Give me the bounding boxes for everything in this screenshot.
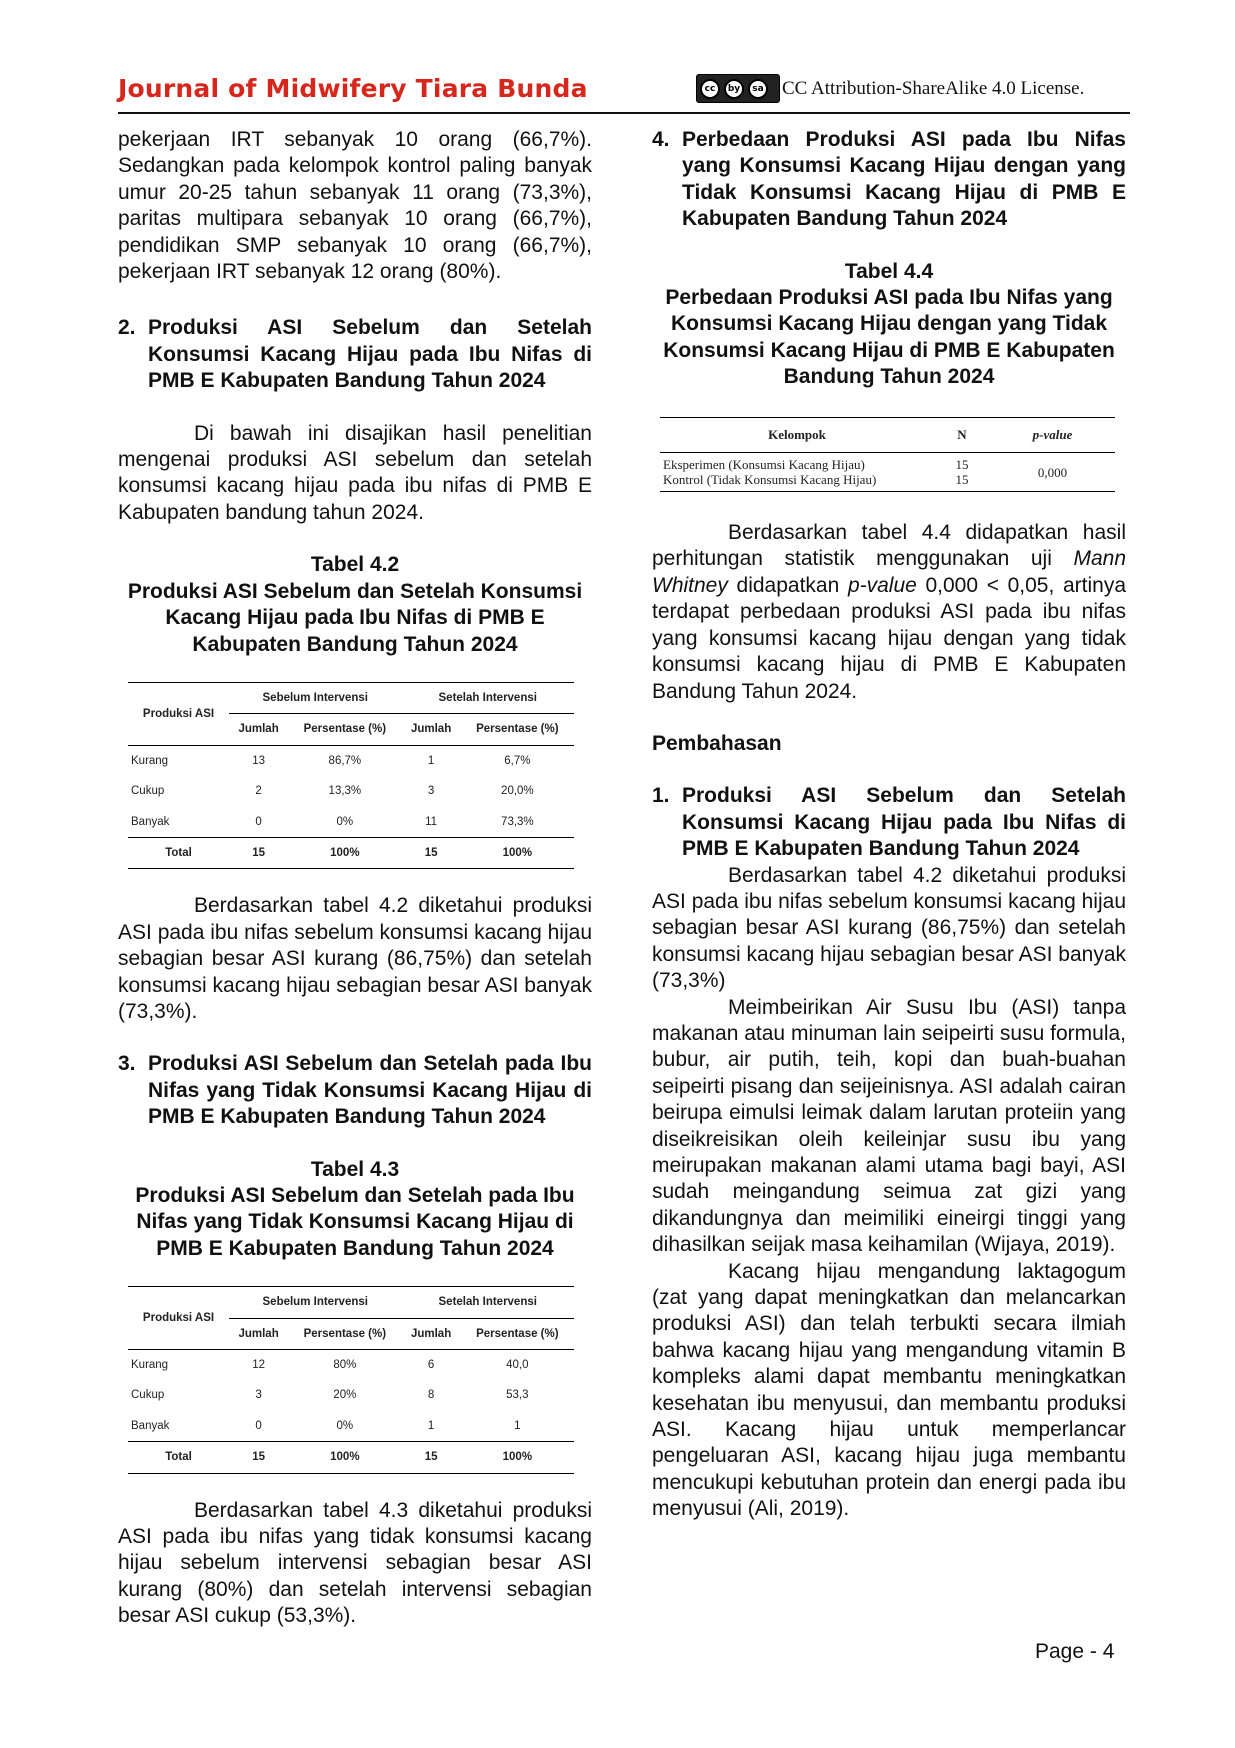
table-4-4-paragraph: Berdasarkan tabel 4.4 didapatkan hasil perhitungan statistik menggunakan uji Mann Whitney didapatkan p-value 0,000 < 0,05, artinya terdapat perbedaan produksi ASI pada ibu nifas yang konsumsi kacang hijau dengan yang tidak konsumsi kacang hijau di PMB E Kabupaten Bandung Tahun 2024. bbox=[652, 521, 1126, 703]
cell: 1 bbox=[427, 754, 435, 767]
cell: 100% bbox=[461, 837, 574, 868]
section-title: Produksi ASI Sebelum dan Setelah Konsumsi Kacang Hijau pada Ibu Nifas di PMB E Kabupaten Bandung Tahun 2024 bbox=[148, 316, 592, 393]
section-2-heading bbox=[118, 315, 592, 394]
table-row bbox=[128, 776, 574, 806]
cell: 13 bbox=[252, 754, 265, 767]
table-4-3-title: Produksi ASI Sebelum dan Setelah pada Ibu Nifas yang Tidak Konsumsi Kacang Hijau di PMB E Kabupaten Bandung Tahun 2024 bbox=[135, 1184, 575, 1260]
table-row bbox=[128, 745, 574, 776]
table-4-4-title: Perbedaan Produksi ASI pada Ibu Nifas yang Konsumsi Kacang Hijau dengan yang Tidak Konsumsi Kacang Hijau di PMB E Kabupaten Bandung Tahun 2024 bbox=[663, 286, 1115, 389]
section-number: 3. bbox=[118, 1052, 136, 1076]
sub-header: Persentase (%) bbox=[461, 1318, 574, 1349]
cell: 8 bbox=[427, 1389, 435, 1402]
page-number: Page - 4 bbox=[1035, 1640, 1115, 1663]
table-total-row bbox=[128, 837, 574, 868]
cell: 53,3 bbox=[506, 1389, 529, 1402]
left-column bbox=[118, 127, 592, 1630]
cell: 15 bbox=[401, 1442, 460, 1473]
table-4-3-paragraph: Berdasarkan tabel 4.3 diketahui produksi ASI pada ibu nifas yang tidak konsumsi kacang hijau sebelum intervensi sebagian besar ASI kurang (80%) dan setelah intervensi sebagian besar ASI cukup (53,3%). bbox=[118, 1498, 592, 1628]
table-4-2 bbox=[128, 682, 574, 869]
header-rule bbox=[118, 112, 1130, 114]
cell: 40,0 bbox=[506, 1359, 529, 1372]
by-icon: by bbox=[724, 79, 744, 99]
cell: 86,7% bbox=[328, 754, 362, 767]
table-4-2-paragraph: Berdasarkan tabel 4.2 diketahui produksi ASI pada ibu nifas sebelum konsumsi kacang hijau sebagian besar ASI kurang (86,75%) dan setelah konsumsi kacang hijau sebagian besar ASI banyak (73,3%). bbox=[118, 894, 592, 1023]
intro-paragraph: pekerjaan IRT sebanyak 10 orang (66,7%). Sedangkan pada kelompok kontrol paling banyak umur 20-25 tahun sebanyak 11 orang (73,3%), paritas multipara sebanyak 10 orang (66,7%), pendidikan SMP sebanyak 10 orang (66,7%), pekerjaan IRT sebanyak 12 orang (80%). bbox=[118, 128, 592, 284]
table-row bbox=[128, 1411, 574, 1442]
cell: 11 bbox=[425, 815, 438, 828]
cell: Cukup bbox=[131, 1389, 165, 1402]
discussion-paragraph-3: Kacang hijau mengandung laktagogum (zat yang dapat meningkatkan dan melancarkan produksi ASI) dan telah terbukti secara ilmiah bahwa kacang hijau yang mengandung vitamin B kompleks alami dapat membantu meningkatkan kesehatan ibu menyusui, dan membantu produksi ASI. Kacang hijau untuk memperlancar pengeluaran ASI, kacang hijau juga membantu mencukupi kebutuhan protein dan energi pada ibu menyusui (Ali, 2019). bbox=[652, 1259, 1126, 1521]
cell: Total bbox=[128, 837, 229, 868]
section-number: 2. bbox=[118, 316, 136, 340]
table-4-4-label: Tabel 4.4 bbox=[844, 259, 934, 283]
cell: Cukup bbox=[131, 785, 165, 798]
col-p-value: p-value bbox=[990, 417, 1115, 452]
table-row bbox=[660, 453, 1115, 473]
col-produksi-asi: Produksi ASI bbox=[128, 1287, 229, 1350]
col-kelompok: Kelompok bbox=[660, 417, 934, 452]
license bbox=[696, 74, 1084, 103]
sub-header: Persentase (%) bbox=[461, 714, 574, 745]
discussion-1-heading bbox=[652, 783, 1126, 862]
table-row bbox=[128, 1350, 574, 1381]
sub-header: Jumlah bbox=[229, 714, 288, 745]
cell: 0 bbox=[255, 1419, 262, 1432]
cell: 3 bbox=[255, 1389, 262, 1402]
cell: 0% bbox=[336, 1419, 354, 1432]
group-sebelum: Sebelum Intervensi bbox=[229, 1287, 401, 1318]
table-total-row bbox=[128, 1442, 574, 1473]
discussion-paragraph-1: Berdasarkan tabel 4.2 diketahui produksi ASI pada ibu nifas sebelum konsumsi kacang hijau sebagian besar ASI kurang (86,75%) dan setelah konsumsi kacang hijau sebagian besar ASI banyak (73,3%) bbox=[652, 863, 1126, 993]
section-number: 1. bbox=[652, 784, 670, 808]
group-sebelum: Sebelum Intervensi bbox=[229, 682, 401, 713]
cell: 1 bbox=[427, 1419, 435, 1432]
section-title: Produksi ASI Sebelum dan Setelah pada Ibu Nifas yang Tidak Konsumsi Kacang Hijau di PMB E Kabupaten Bandung Tahun 2024 bbox=[148, 1052, 592, 1129]
group-setelah: Setelah Intervensi bbox=[401, 682, 574, 713]
sub-header: Jumlah bbox=[229, 1318, 288, 1349]
p-value-cell: 0,000 bbox=[990, 453, 1115, 492]
cell: 12 bbox=[252, 1359, 265, 1372]
cell: 6,7% bbox=[504, 754, 531, 767]
discussion-paragraph-2: Meimbeirikan Air Susu Ibu (ASI) tanpa makanan atau minuman lain seipeirti susu formula, bubur, air putih, teih, kopi dan buah-buahan seipeirti pisang dan seijeinisnya. ASI adalah cairan beirupa eimulsi leimak dalam larutan proteiin yang diseikreisikan oleih keileinjar susu ibu yang meirupakan makanan alami utama bagi bayi, ASI sudah meingandung seimua zat gizi yang dikandungnya dan meimiliki eineirgi tinggi yang dihasilkan seijak masa keihamilan (Wijaya, 2019). bbox=[652, 995, 1126, 1257]
cell: 13,3% bbox=[328, 785, 362, 798]
cell: 73,3% bbox=[501, 815, 534, 828]
table-4-4 bbox=[660, 417, 1115, 492]
table-row bbox=[128, 807, 574, 838]
cell: 15 bbox=[934, 472, 990, 492]
cc-icon: cc bbox=[700, 79, 720, 99]
right-column bbox=[652, 127, 1126, 1523]
table-4-3-label: Tabel 4.3 bbox=[310, 1157, 400, 1181]
cell: 15 bbox=[229, 1442, 288, 1473]
cell: 0% bbox=[336, 815, 354, 828]
cc-license-badge bbox=[696, 74, 780, 103]
cell: 20% bbox=[333, 1389, 357, 1402]
cell: 20,0% bbox=[501, 785, 534, 798]
cell: Kurang bbox=[131, 754, 169, 767]
cell: Banyak bbox=[131, 815, 170, 828]
table-row bbox=[128, 1380, 574, 1410]
cell: Banyak bbox=[131, 1419, 170, 1432]
table-4-2-label: Tabel 4.2 bbox=[310, 553, 400, 577]
section-title: Perbedaan Produksi ASI pada Ibu Nifas yang Konsumsi Kacang Hijau dengan yang Tidak Konsumsi Kacang Hijau di PMB E Kabupaten Bandung Tahun 2024 bbox=[682, 128, 1126, 231]
table-4-2-title: Produksi ASI Sebelum dan Setelah Konsumsi Kacang Hijau pada Ibu Nifas di PMB E Kabupaten Bandung Tahun 2024 bbox=[127, 579, 583, 656]
license-text: CC Attribution-ShareAlike 4.0 License. bbox=[782, 77, 1085, 99]
sa-icon: sa bbox=[748, 79, 768, 99]
sub-header: Persentase (%) bbox=[288, 1318, 401, 1349]
cell: 3 bbox=[427, 785, 435, 798]
cell: 100% bbox=[461, 1442, 574, 1473]
cell: Kurang bbox=[131, 1359, 169, 1372]
cell: 15 bbox=[229, 837, 288, 868]
pembahasan-heading: Pembahasan bbox=[652, 731, 782, 755]
cell: Kontrol (Tidak Konsumsi Kacang Hijau) bbox=[660, 472, 934, 492]
sub-header: Jumlah bbox=[401, 714, 460, 745]
section-number: 4. bbox=[652, 128, 670, 151]
col-produksi-asi: Produksi ASI bbox=[128, 682, 229, 745]
cell: 6 bbox=[427, 1359, 435, 1372]
cell: 100% bbox=[288, 837, 401, 868]
cell: 100% bbox=[288, 1442, 401, 1473]
sub-header: Jumlah bbox=[401, 1318, 460, 1349]
journal-title: Journal of Midwifery Tiara Bunda bbox=[118, 74, 588, 103]
section-4-heading bbox=[652, 127, 1126, 233]
cell: 80% bbox=[333, 1359, 357, 1372]
cell: Total bbox=[128, 1442, 229, 1473]
sub-header: Persentase (%) bbox=[288, 714, 401, 745]
cell: Eksperimen (Konsumsi Kacang Hijau) bbox=[663, 457, 865, 473]
col-n: N bbox=[934, 417, 990, 452]
cell: 0 bbox=[255, 815, 262, 828]
cell: 2 bbox=[255, 785, 262, 798]
cell: 1 bbox=[514, 1419, 521, 1432]
section-2-paragraph: Di bawah ini disajikan hasil penelitian mengenai produksi ASI sebelum dan setelah konsumsi kacang hijau pada ibu nifas di PMB E Kabupaten bandung tahun 2024. bbox=[118, 421, 592, 524]
table-4-3 bbox=[128, 1286, 574, 1473]
cell: 15 bbox=[955, 457, 969, 473]
section-title: Produksi ASI Sebelum dan Setelah Konsumsi Kacang Hijau pada Ibu Nifas di PMB E Kabupaten Bandung Tahun 2024 bbox=[682, 784, 1126, 861]
cell: 15 bbox=[401, 837, 460, 868]
group-setelah: Setelah Intervensi bbox=[401, 1287, 574, 1318]
section-3-heading bbox=[118, 1051, 592, 1130]
